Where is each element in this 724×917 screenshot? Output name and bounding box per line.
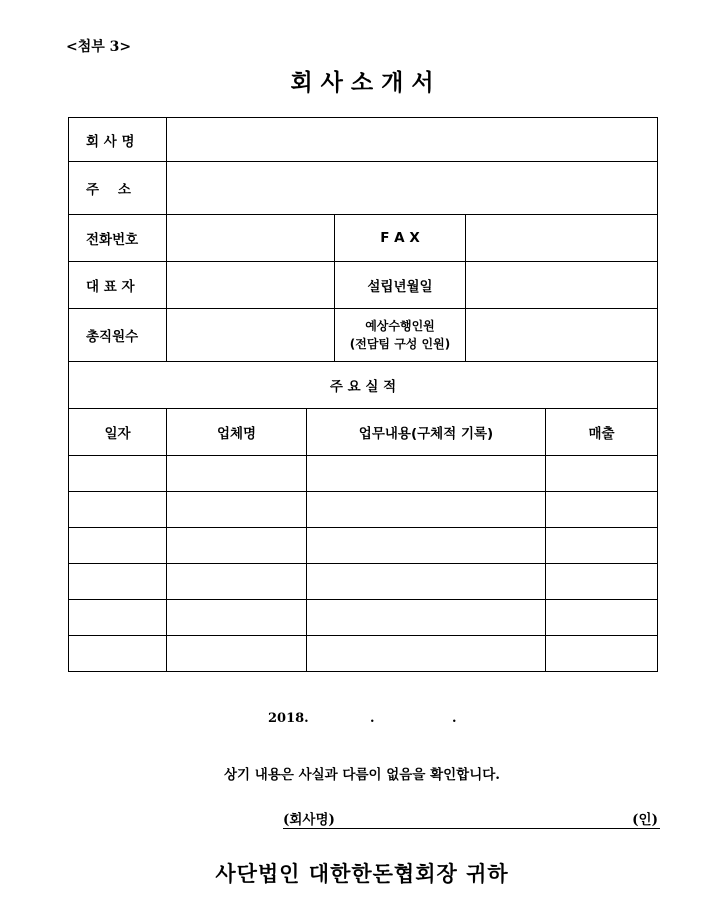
cell-date[interactable]: [69, 456, 167, 492]
cell-company[interactable]: [167, 528, 307, 564]
cell-description[interactable]: [307, 636, 546, 672]
founded-label: 설립년월일: [335, 262, 466, 309]
cell-description[interactable]: [307, 600, 546, 636]
signature-seal-label: (인): [632, 812, 658, 828]
date-day-separator: .: [452, 711, 457, 726]
col-header-description: 업무내용(구체적 기록): [307, 409, 546, 456]
signature-line[interactable]: [283, 808, 660, 829]
staff-label-line2: (전담팀 구성 인원): [349, 337, 451, 351]
staff-field[interactable]: [466, 309, 658, 362]
cell-sales[interactable]: [546, 456, 658, 492]
staff-label: [335, 309, 466, 362]
confirmation-statement: 상기 내용은 사실과 다름이 없음을 확인합니다.: [224, 767, 500, 783]
cell-sales[interactable]: [546, 564, 658, 600]
cell-sales[interactable]: [546, 528, 658, 564]
achievements-heading: 주 요 실 적: [69, 362, 658, 409]
address-field[interactable]: [167, 162, 658, 215]
cell-date[interactable]: [69, 528, 167, 564]
cell-company[interactable]: [167, 456, 307, 492]
phone-field[interactable]: [167, 215, 335, 262]
employees-field[interactable]: [167, 309, 335, 362]
table-row: [69, 636, 658, 672]
cell-sales[interactable]: [546, 600, 658, 636]
fax-label: F A X: [335, 215, 466, 262]
col-header-sales: 매출: [546, 409, 658, 456]
company-info-table: [68, 117, 658, 672]
cell-date[interactable]: [69, 636, 167, 672]
table-row: [69, 456, 658, 492]
cell-date[interactable]: [69, 600, 167, 636]
page-title: 회 사 소 개 서: [290, 69, 434, 96]
col-header-company: 업체명: [167, 409, 307, 456]
cell-description[interactable]: [307, 456, 546, 492]
cell-description[interactable]: [307, 528, 546, 564]
attachment-label: <첨부 3>: [66, 39, 132, 55]
fax-field[interactable]: [466, 215, 658, 262]
cell-sales[interactable]: [546, 492, 658, 528]
employees-label: 총직원수: [69, 309, 167, 362]
cell-company[interactable]: [167, 564, 307, 600]
table-row: [69, 564, 658, 600]
table-row: [69, 600, 658, 636]
addressee: 사단법인 대한한돈협회장 귀하: [215, 861, 509, 886]
signature-company-label: (회사명): [283, 812, 335, 828]
col-header-date: 일자: [69, 409, 167, 456]
date-line: [268, 711, 457, 726]
cell-company[interactable]: [167, 492, 307, 528]
cell-description[interactable]: [307, 564, 546, 600]
date-year: 2018.: [268, 711, 309, 726]
ceo-label: 대 표 자: [69, 262, 167, 309]
cell-description[interactable]: [307, 492, 546, 528]
company-name-label: 회 사 명: [69, 118, 167, 162]
cell-sales[interactable]: [546, 636, 658, 672]
staff-label-line1: 예상수행인원: [365, 319, 435, 333]
table-row: [69, 528, 658, 564]
company-name-field[interactable]: [167, 118, 658, 162]
cell-date[interactable]: [69, 564, 167, 600]
cell-date[interactable]: [69, 492, 167, 528]
phone-label: 전화번호: [69, 215, 167, 262]
address-label: 주 소: [69, 162, 167, 215]
cell-company[interactable]: [167, 636, 307, 672]
cell-company[interactable]: [167, 600, 307, 636]
table-row: [69, 492, 658, 528]
ceo-field[interactable]: [167, 262, 335, 309]
date-month-separator: .: [370, 711, 375, 726]
founded-field[interactable]: [466, 262, 658, 309]
